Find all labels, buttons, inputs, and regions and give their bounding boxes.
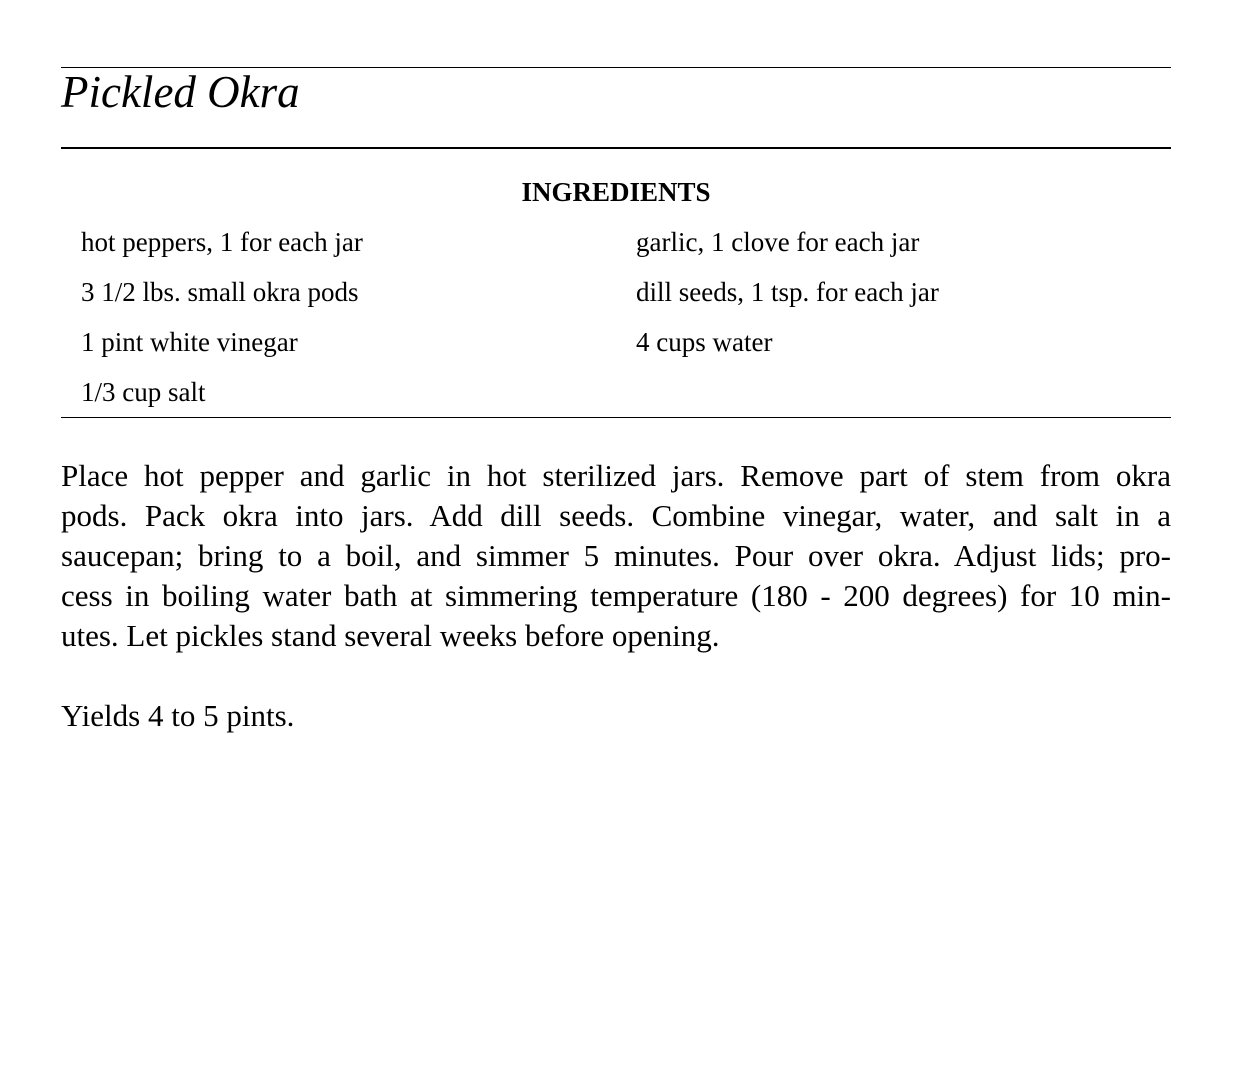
ingredient-item: dill seeds, 1 tsp. for each jar <box>636 277 939 307</box>
instruction-line: Place hot pepper and garlic in hot sterilized jars. Remove part of stem from okra <box>61 458 1171 493</box>
ingredient-item: 1 pint white vinegar <box>81 327 298 357</box>
instruction-line: cess in boiling water bath at simmering temperature (180 - 200 degrees) for 10 min- <box>61 578 1171 613</box>
instructions-paragraph <box>61 456 1171 656</box>
recipe-title: Pickled Okra <box>61 67 300 117</box>
instruction-line: saucepan; bring to a boil, and simmer 5 minutes. Pour over okra. Adjust lids; pro- <box>61 538 1171 573</box>
ingredient-item: garlic, 1 clove for each jar <box>636 227 920 257</box>
recipe-yield: Yields 4 to 5 pints. <box>61 698 295 733</box>
ingredients-bottom-rule <box>61 417 1171 418</box>
ingredient-item: 4 cups water <box>636 327 773 357</box>
ingredient-item: 1/3 cup salt <box>81 377 206 407</box>
title-bottom-rule <box>61 147 1171 149</box>
ingredient-item: 3 1/2 lbs. small okra pods <box>81 277 359 307</box>
instruction-line: utes. Let pickles stand several weeks before opening. <box>61 618 720 653</box>
instruction-line: pods. Pack okra into jars. Add dill seeds. Combine vinegar, water, and salt in a <box>61 498 1171 533</box>
ingredient-item: hot peppers, 1 for each jar <box>81 227 363 257</box>
ingredients-heading: INGREDIENTS <box>521 177 711 207</box>
